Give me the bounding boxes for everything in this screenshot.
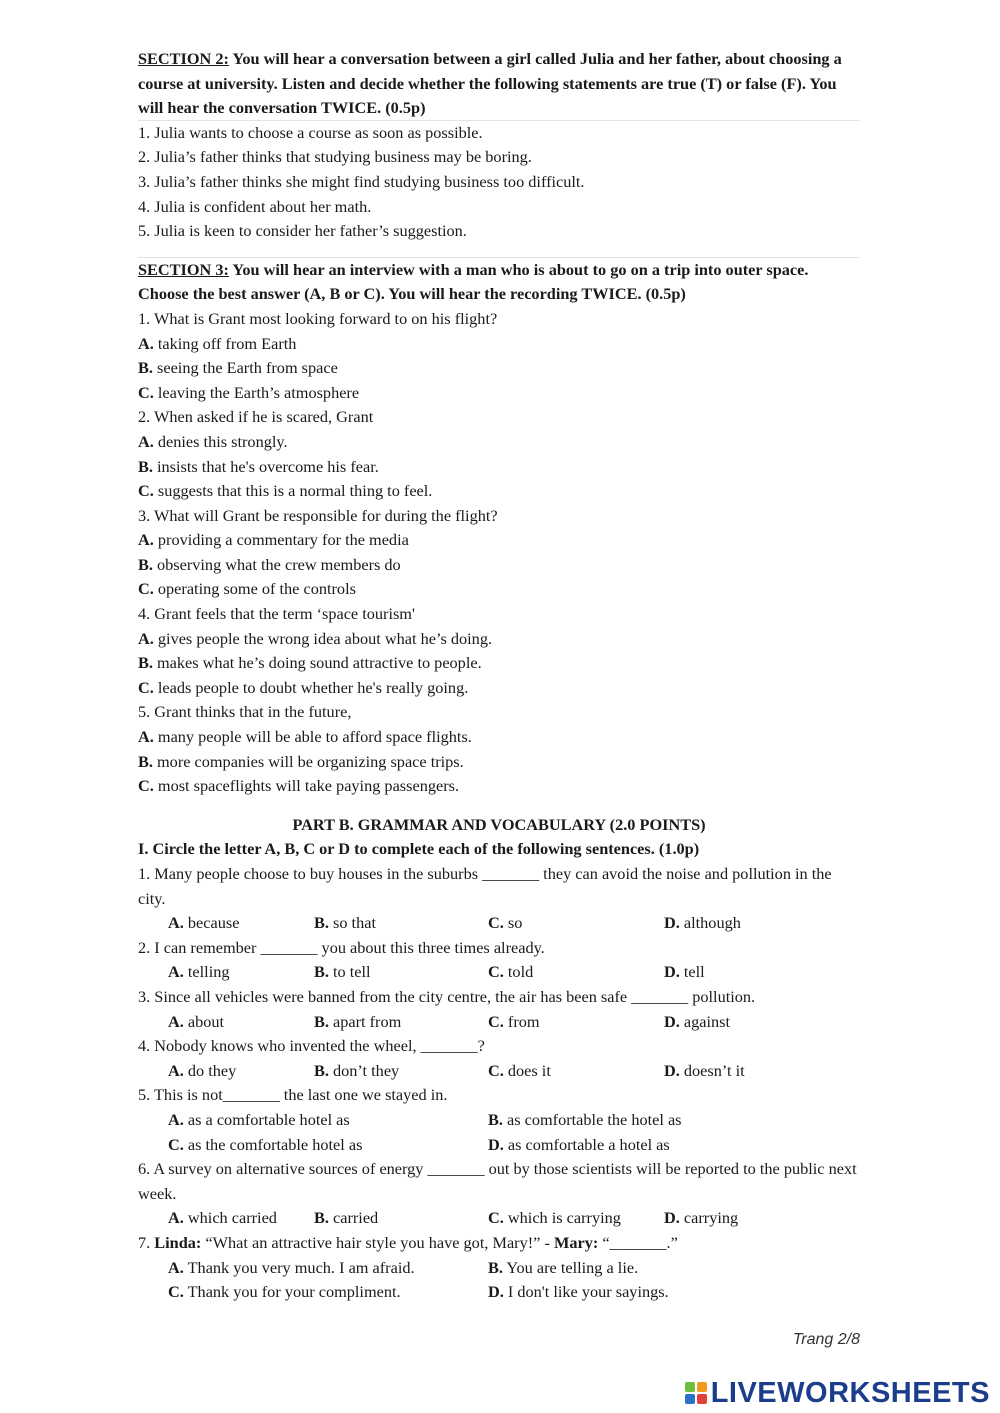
speaker-mary: Mary: [553, 1232, 599, 1252]
option-d: D. I don't like your sayings. [488, 1282, 669, 1302]
grammar-options [138, 1059, 860, 1084]
answer-option: C. leads people to doubt whether he's really going. [138, 677, 469, 697]
grammar-options [138, 1256, 860, 1281]
grammar-question: 3. Since all vehicles were banned from the city centre, the air has been safe _______ pollution. [138, 986, 756, 1006]
partB-subtitle: I. Circle the letter A, B, C or D to complete each of the following sentences. (1.0p) [138, 839, 700, 859]
answer-option: C. most spaceflights will take paying passengers. [138, 776, 460, 796]
option-a: A. telling [168, 962, 230, 982]
section3-heading [138, 258, 860, 307]
section2-item: 3. Julia’s father thinks she might find studying business too difficult. [138, 171, 585, 191]
grammar-question: 6. A survey on alternative sources of energy _______ out by those scientists will be reported to the public next week. [138, 1159, 857, 1203]
partB-title: PART B. GRAMMAR AND VOCABULARY (2.0 POINTS) [292, 814, 706, 834]
answer-option: A. taking off from Earth [138, 333, 297, 353]
brand-text: LIVEWORKSHEETS [710, 1376, 990, 1409]
section3-question: 1. What is Grant most looking forward to on his flight? [138, 308, 498, 328]
option-d: D. against [664, 1011, 731, 1031]
answer-option: C. operating some of the controls [138, 579, 356, 599]
grammar-question: 1. Many people choose to buy houses in the suburbs _______ they can avoid the noise and pollution in the city. [138, 864, 832, 908]
option-d: D. doesn’t it [664, 1060, 745, 1080]
section2-instruction: You will hear a conversation between a girl called Julia and her father, about choosing a course at university. Listen and decide whether the following statements are true (T) or false (F). You will hear the conversation TWICE. (0.5p) [138, 49, 842, 118]
section3-instruction: You will hear an interview with a man who is about to go on a trip into outer space. Choose the best answer (A, B or C). You will hear the recording TWICE. (0.5p) [138, 259, 809, 304]
section2-item: 2. Julia’s father thinks that studying business may be boring. [138, 147, 532, 167]
option-a: A. as a comfortable hotel as [168, 1109, 350, 1129]
grammar-question: 7. Linda: “What an attractive hair style you have got, Mary!” - Mary: “_______.” [138, 1232, 678, 1252]
worksheet-page [138, 47, 860, 1305]
answer-option: A. many people will be able to afford space flights. [138, 727, 472, 747]
grammar-options [138, 1133, 860, 1158]
section3-question: 5. Grant thinks that in the future, [138, 702, 352, 722]
section3-question: 4. Grant feels that the term ‘space tourism' [138, 604, 415, 624]
option-a: A. about [168, 1011, 225, 1031]
grammar-options [138, 1108, 860, 1133]
section2-item: 4. Julia is confident about her math. [138, 196, 372, 216]
option-b: B. You are telling a lie. [488, 1257, 639, 1277]
logo-grid-icon [685, 1382, 707, 1404]
grammar-question: 5. This is not_______ the last one we stayed in. [138, 1085, 448, 1105]
answer-option: C. leaving the Earth’s atmosphere [138, 382, 360, 402]
option-c: C. told [488, 962, 534, 982]
option-c: C. from [488, 1011, 540, 1031]
option-b: B. so that [314, 913, 376, 933]
option-c: C. does it [488, 1060, 551, 1080]
answer-option: A. denies this strongly. [138, 431, 288, 451]
option-b: B. to tell [314, 962, 371, 982]
grammar-options [138, 1280, 860, 1305]
option-a: A. Thank you very much. I am afraid. [168, 1257, 415, 1277]
option-c: C. so [488, 913, 523, 933]
answer-option: B. insists that he's overcome his fear. [138, 456, 379, 476]
option-a: A. do they [168, 1060, 237, 1080]
option-c: C. as the comfortable hotel as [168, 1134, 363, 1154]
grammar-question: 2. I can remember _______ you about this three times already. [138, 937, 545, 957]
answer-option: B. observing what the crew members do [138, 554, 401, 574]
option-a: A. which carried [168, 1208, 277, 1228]
option-d: D. as comfortable a hotel as [488, 1134, 670, 1154]
section3-question: 3. What will Grant be responsible for during the flight? [138, 505, 498, 525]
grammar-options [138, 911, 860, 936]
answer-option: B. seeing the Earth from space [138, 358, 338, 378]
grammar-question: 4. Nobody knows who invented the wheel, _______? [138, 1036, 485, 1056]
option-c: C. which is carrying [488, 1208, 621, 1228]
section2-heading [138, 47, 860, 121]
option-b: B. apart from [314, 1011, 402, 1031]
speaker-linda: Linda: [154, 1232, 202, 1252]
liveworksheets-logo[interactable] [685, 1376, 990, 1410]
option-a: A. because [168, 913, 240, 933]
option-d: D. carrying [664, 1208, 739, 1228]
section2-label: SECTION 2: [138, 49, 229, 68]
section3-question: 2. When asked if he is scared, Grant [138, 407, 374, 427]
answer-option: A. gives people the wrong idea about what he’s doing. [138, 628, 493, 648]
answer-option: B. makes what he’s doing sound attractive to people. [138, 653, 482, 673]
option-c: C. Thank you for your compliment. [168, 1282, 401, 1302]
section2-item: 5. Julia is keen to consider her father’s suggestion. [138, 221, 467, 241]
option-d: D. tell [664, 962, 705, 982]
page-number: Trang 2/8 [792, 1331, 860, 1348]
answer-option: A. providing a commentary for the media [138, 530, 409, 550]
answer-option: B. more companies will be organizing space trips. [138, 751, 464, 771]
option-b: B. as comfortable the hotel as [488, 1109, 682, 1129]
option-b: B. carried [314, 1208, 379, 1228]
section2-item: 1. Julia wants to choose a course as soon as possible. [138, 122, 483, 142]
grammar-options [138, 1010, 860, 1035]
option-d: D. although [664, 913, 741, 933]
grammar-options [138, 960, 860, 985]
grammar-options [138, 1206, 860, 1231]
section3-label: SECTION 3: [138, 259, 229, 279]
option-b: B. don’t they [314, 1060, 400, 1080]
answer-option: C. suggests that this is a normal thing to feel. [138, 481, 433, 501]
